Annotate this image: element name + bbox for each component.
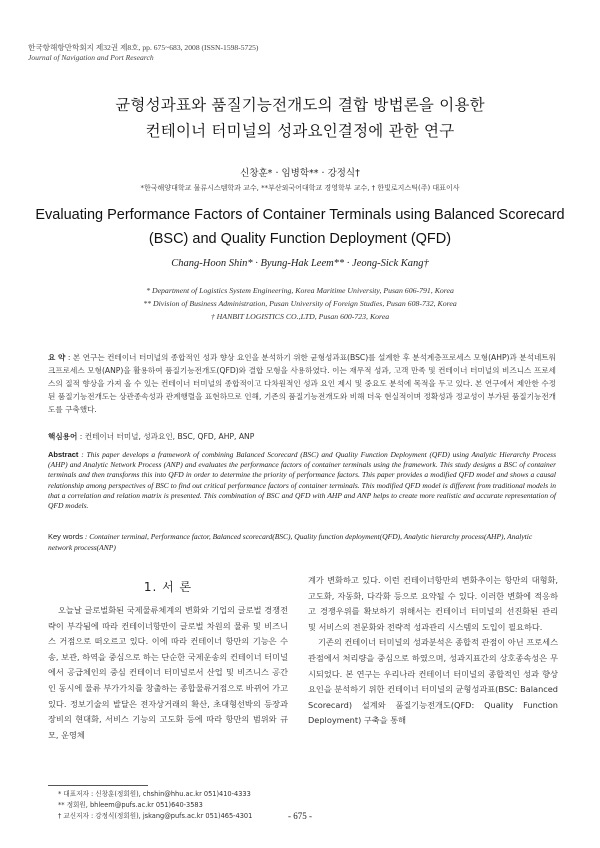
footnote-item: * 대표저자 : 신창훈(정회원), chshin@hhu.ac.kr 051)410-4333 [58,790,251,798]
english-affiliation-1: * Department of Logistics System Engineering, Korea Maritime University, Pusan 606-791, Korea [146,286,454,295]
english-abstract-text: : This paper develops a framework of combining Balanced Scorecard (BSC) and Quality Function Deployment (QFD) using Analytic Hierarchy Process (AHP) and Analytic Network Process (ANP) and evaluates the performance factors of container terminals using the framework. This study designs a BSC of container terminals and then transforms this into QFD in order to determine the priority of performance factors. This paper provides a modified QFD model and shows a causal relationship among perspectives of BSC to find out critical performance factors of container terminals. This modified QFD model is different from traditional models in that a correlation and relation matrix is presented. This combination of BSC and QFD with AHP and ANP helps to create more realistic and accurate representation of QFD models. [48,450,556,511]
english-authors: Chang-Hoon Shin* · Byung-Hak Leem** · Jeong-Sick Kang† [171,258,429,269]
page-number: - 675 - [288,811,312,821]
journal-name: Journal of Navigation and Port Research [28,53,154,62]
body-paragraph: 기존의 컨테이너 터미널의 성과분석은 종합적 관점이 아닌 프로세스 관점에서 처리량을 중심으로 하였으며, 성과지표간의 상호종속성은 무시되었다. 본 연구는 우리나라 컨테이너 터미널의 종합적인 성과 향상 요인을 분석하기 위한 컨테이너 터미널의 균형성과표(BSC: Balanced Scorecard) 설계와 품질기능전개도(QFD: Quality Function Deployment) 구축을 통해 [308,637,558,726]
korean-keywords-text: : 컨테이너 터미널, 성과요인, BSC, QFD, AHP, ANP [79,432,255,441]
english-affiliation-3: † HANBIT LOGISTICS CO.,LTD, Pusan 600-723, Korea [210,312,390,321]
english-keywords-text: : Container terminal, Performance factor, Balanced scorecard(BSC), Quality function deployment(QFD), Analytic hierarchy process(AHP), Analytic network process(ANP) [48,532,533,552]
english-abstract-label: Abstract [48,450,79,459]
english-affiliation-2: ** Division of Business Administration, Pusan University of Foreign Studies, Pusan 608-732, Korea [143,299,457,308]
english-keywords [48,532,556,553]
korean-title-line-1: 균형성과표와 품질기능전개도의 결합 방법론을 이용한 [115,96,485,114]
korean-affiliations: *한국해양대학교 물류시스템학과 교수, **부산외국어대학교 경영학부 교수, † 한빛로지스틱(주) 대표이사 [140,184,460,192]
korean-keywords [48,431,556,442]
journal-citation: 한국항해항만학회지 제32권 제8호, pp. 675~683, 2008 (ISSN-1598-5725) [28,43,259,52]
footnote-divider [48,785,148,786]
footnote-item: † 교신저자 : 강정식(정회원), jskang@pufs.ac.kr 051)465-4301 [58,812,253,820]
english-title-line-1: Evaluating Performance Factors of Container Terminals using Balanced Scorecard [35,207,565,223]
english-abstract [48,450,556,511]
body-paragraph: 계가 변화하고 있다. 이런 컨테이너항만의 변화추이는 항만의 대형화, 고도화, 자동화, 다각화 등으로 요약될 수 있다. 이러한 변화에 적응하고 경쟁우위를 확보하기 위해서는 컨테이너 터미널의 선진화된 관리 및 서비스의 전문화와 전략적 성과관리 시스템의 도입이 필요하다. [308,575,558,632]
korean-abstract-label: 요 약 [48,353,66,362]
body-column-right [308,573,558,729]
korean-keywords-label: 핵심용어 [48,432,78,441]
body-column-left [48,603,288,743]
korean-abstract-text: : 본 연구는 컨테이너 터미널의 종합적인 성과 향상 요인을 분석하기 위한 균형성과표(BSC)를 설계한 후 분석계층프로세스 모형(AHP)과 분석네트워크프로세스 모형(ANP)을 활용하여 품질기능전개도(QFD)와 결합 모형을 사용하였다. 이는 재무적 성과, 고객 만족 및 컨테이너 터미널의 비즈니스 프로세스의 질적 향상을 가져 올 수 있는 컨테이너 터미널의 종합적이고 다차원적인 성과 요인 제시 및 중요도 분석에 목적을 두고 있다. 본 연구에서 제안한 수정된 품질기능전개도는 상관종속성과 관계행렬을 표현하므로 인해, 기존의 품질기능전개도와 비해 더욱 현실적이며 정확성과 정교성이 부가된 품질기능전개도를 구축했다. [48,353,556,415]
korean-title-line-2: 컨테이너 터미널의 성과요인결정에 관한 연구 [145,122,455,140]
english-title-line-2: (BSC) and Quality Function Deployment (QFD) [148,231,452,247]
footnote-item: ** 정회원, bhleem@pufs.ac.kr 051)640-3583 [58,801,203,809]
section-heading-introduction: 1. 서 론 [143,580,193,594]
korean-authors: 신창훈* · 임병학** · 강정식† [240,168,360,179]
body-paragraph: 오늘날 글로벌화된 국제물류체계의 변화와 기업의 글로벌 경쟁전략이 부각됨에 따라 컨테이너항만이 글로벌 차원의 물류 및 비즈니스 거점으로 떠오르고 있다. 이에 따라 컨테이너 항만의 기능은 수송, 보관, 하역을 중심으로 하는 단순한 국제운송의 컨테이너 터미널에서 공급체인의 중심 컨테이너 터미널로서 산업 및 비즈니스 공간인 동시에 물류 부가가치를 창출하는 종합물류거점으로 바뀌어 가고 있다. 정보기술의 발달은 전자상거래의 확산, 초대형선박의 등장과 장비의 현대화, 서비스 기능의 고도화 등에 따라 항만의 범위와 규모, 운영체 [48,605,288,740]
english-keywords-label: Key words [48,532,84,541]
journal-header [28,43,258,63]
korean-abstract [48,351,556,416]
